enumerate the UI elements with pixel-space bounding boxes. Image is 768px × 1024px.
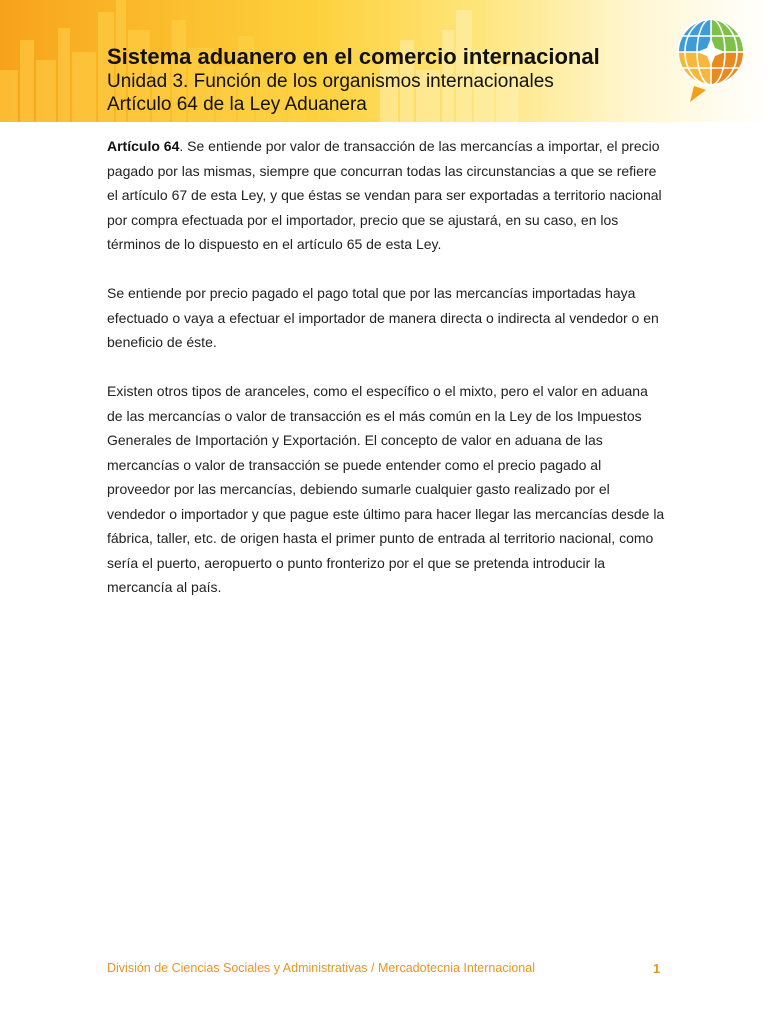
paragraph-2: Se entiende por precio pagado el pago total que por las mercancías importadas haya efectuado o vaya a efectuar el importador de manera directa o indirecta al vendedor o en beneficio de éste. — [107, 285, 659, 350]
article-title: Artículo 64 de la Ley Aduanera — [107, 94, 367, 115]
paragraph-3: Existen otros tipos de aranceles, como el específico o el mixto, pero el valor en aduana de las mercancías o valor de transacción es el más común en la Ley de los Impuestos Generales de Importación y Exportación. El concepto de valor en aduana de las mercancías o valor de transacción se puede entender como el precio pagado al proveedor por las mercancías, debiendo sumarle cualquier gasto realizado por el vendedor o importador y que pague este último para hacer llegar las mercancías desde la fábrica, taller, etc. de origen hasta el primer punto de entrada al territorio nacional, como sería el puerto, aeropuerto o punto fronterizo por el que se pretenda introducir la mercancía al país. — [107, 383, 665, 595]
unit-title: Unidad 3. Función de los organismos internacionales — [107, 71, 554, 92]
header-band — [0, 0, 768, 122]
article-body — [107, 134, 667, 624]
footer-division-text: División de Ciencias Sociales y Administrativas / Mercadotecnia Internacional — [107, 961, 535, 975]
article-lead: Artículo 64 — [107, 138, 180, 154]
paragraph-1-text: . Se entiende por valor de transacción de las mercancías a importar, el precio pagado por las mismas, siempre que concurran todas las circunstancias a que se refiere el artículo 67 de esta Ley, y que éstas se vendan para ser exportadas a territorio nacional por compra efectuada por el importador, precio que se ajustará, en su caso, en los términos de lo dispuesto en el artículo 65 de esta Ley. — [107, 138, 662, 252]
document-titles — [107, 44, 600, 116]
page-number: 1 — [653, 961, 661, 976]
course-title: Sistema aduanero en el comercio internacional — [107, 44, 600, 69]
paragraph-1 — [107, 134, 667, 257]
globe-speech-bubble-icon — [676, 14, 746, 106]
